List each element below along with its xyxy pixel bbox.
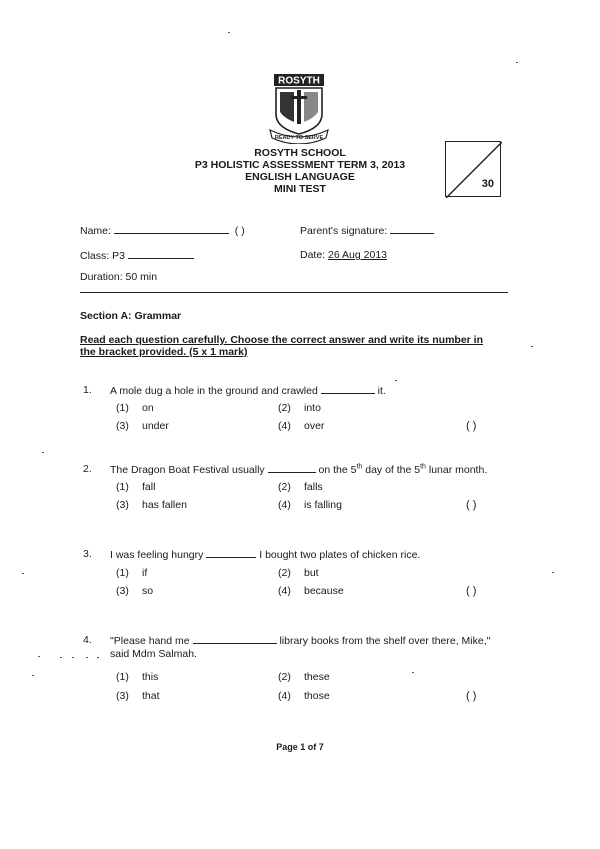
q1-option-1[interactable]: (1) on [116,402,154,414]
q4-option-3[interactable]: (3) that [116,690,160,702]
school-name: ROSYTH SCHOOL [254,147,346,159]
q2-option-1[interactable]: (1) fall [116,481,156,493]
q4-option-2[interactable]: (2) these [278,671,330,683]
question-4-blank [193,634,277,644]
q3-answer-bracket[interactable]: ( ) [466,585,477,597]
page-number: Page 1 of 7 [276,742,324,752]
score-total: 30 [481,178,494,190]
q3-option-2[interactable]: (2) but [278,567,319,579]
q2-option-3[interactable]: (3) has fallen [116,499,187,511]
question-1-blank [321,384,375,394]
question-4-number: 4. [83,634,92,646]
date-label: Date: [300,249,326,261]
assessment-title: P3 HOLISTIC ASSESSMENT TERM 3, 2013 [194,159,406,171]
date-value: 26 Aug 2013 [328,249,388,261]
q3-option-3[interactable]: (3) so [116,585,154,597]
q4-option-1[interactable]: (1) this [116,671,159,683]
name-blank[interactable] [114,224,229,234]
name-field[interactable] [80,224,245,237]
class-label: Class: P3 [80,250,125,262]
question-4-text: "Please hand me library books from the shelf over there, Mike," [110,635,491,647]
instruction-line-1: Read each question carefully. Choose the correct answer and write its number in [80,334,483,346]
score-box [445,141,501,197]
question-2-number: 2. [83,463,92,475]
q2-option-4[interactable]: (4) is falling [278,499,342,511]
crest-motto: READY TO SERVE [274,135,324,141]
q1-option-3[interactable]: (3) under [116,420,169,432]
question-1-text: A mole dug a hole in the ground and crawled it. [110,385,386,397]
q3-option-1[interactable]: (1) if [116,567,148,579]
question-3-number: 3. [83,548,92,560]
class-blank[interactable] [128,249,194,259]
duration: Duration: 50 min [80,271,158,283]
question-2-blank [268,463,316,473]
question-1-number: 1. [83,384,92,396]
q4-option-4[interactable]: (4) those [278,690,330,702]
parent-signature-blank[interactable] [390,224,434,234]
section-title: Section A: Grammar [80,310,182,322]
q2-option-2[interactable]: (2) falls [278,481,323,493]
class-field[interactable] [80,249,194,262]
question-3-blank [206,548,256,558]
test-title: MINI TEST [274,183,326,195]
crest-text: ROSYTH [278,75,320,87]
subject-title: ENGLISH LANGUAGE [245,171,355,183]
q2-answer-bracket[interactable]: ( ) [466,499,477,511]
school-crest-logo [268,72,330,144]
instruction-line-2: the bracket provided. (5 x 1 mark) [80,346,248,358]
date-field [300,249,387,261]
parent-signature-field[interactable] [300,224,434,237]
q3-option-4[interactable]: (4) because [278,585,344,597]
q1-answer-bracket[interactable]: ( ) [466,420,477,432]
name-label: Name: [80,225,111,237]
q1-option-4[interactable]: (4) over [278,420,325,432]
question-3-text: I was feeling hungry I bought two plates of chicken rice. [110,549,421,561]
divider-line [80,292,508,293]
question-2-text: The Dragon Boat Festival usually on the 5th day of the 5th lunar month. [110,463,488,476]
question-4-text-line-2: said Mdm Salmah. [110,648,197,660]
q1-option-2[interactable]: (2) into [278,402,321,414]
register-number-brackets: ( ) [234,225,245,237]
parent-signature-label: Parent's signature: [300,225,388,237]
q4-answer-bracket[interactable]: ( ) [466,690,477,702]
